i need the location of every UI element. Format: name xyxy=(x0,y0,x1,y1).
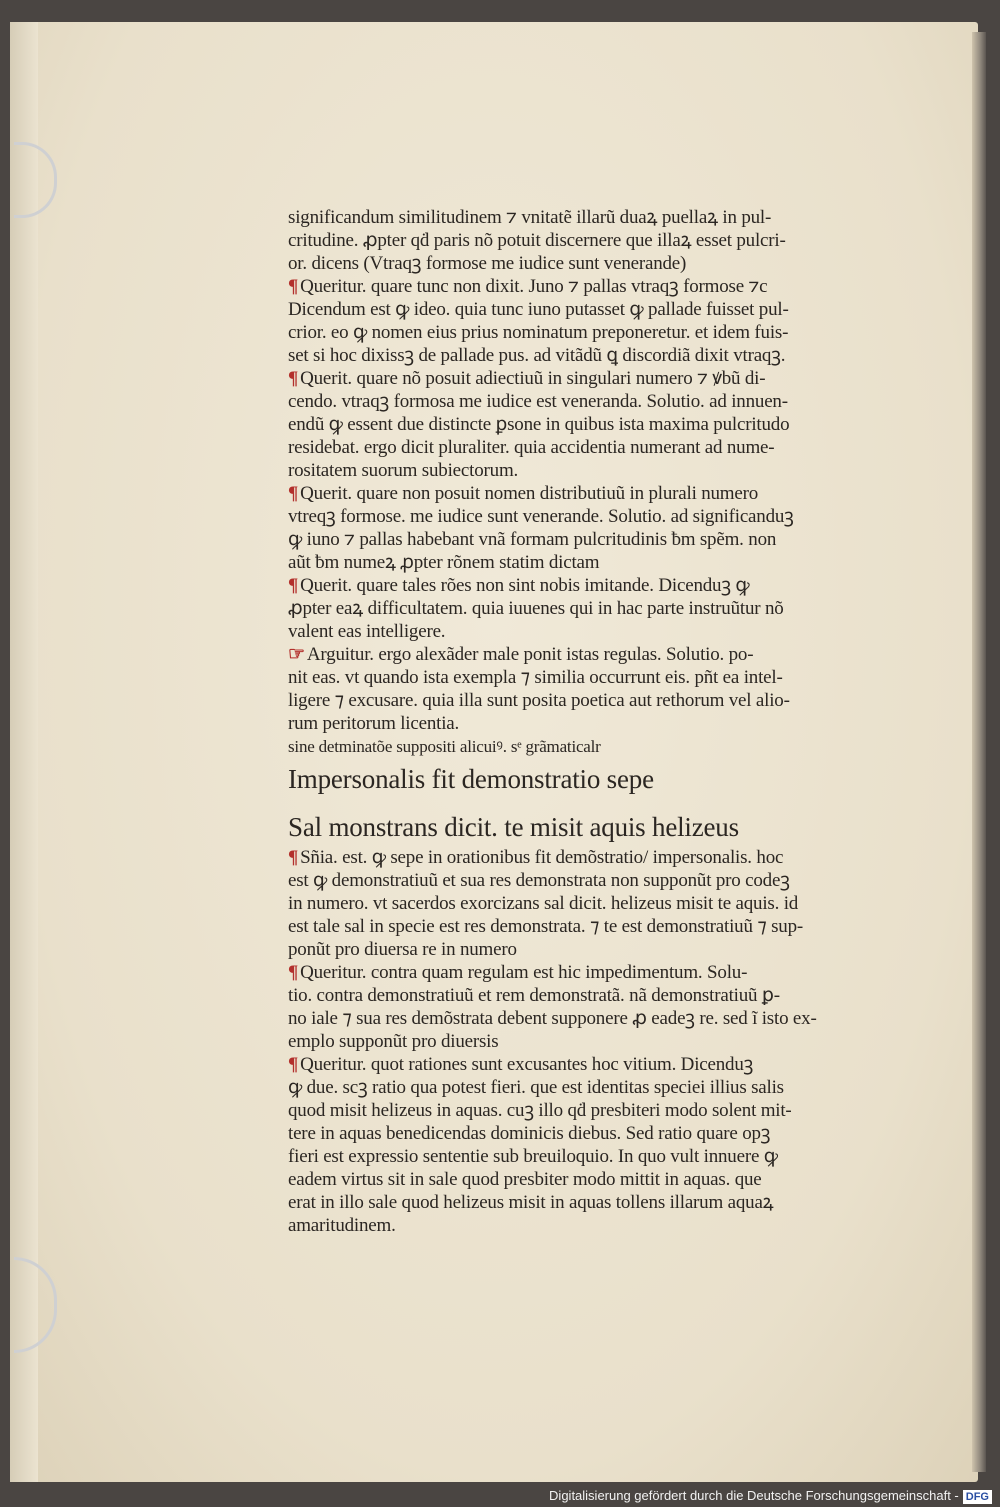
text-line xyxy=(288,1168,898,1191)
paragraph-mark: ¶ xyxy=(288,368,299,389)
line-text: amaritudinem. xyxy=(288,1215,396,1236)
text-line xyxy=(288,643,898,666)
line-text: residebat. ergo dicit pluraliter. quia accidentia numerant ad nume- xyxy=(288,437,775,458)
paragraph-mark: ¶ xyxy=(288,483,299,504)
line-text: Dicendum est ꝙ ideo. quia tunc iuno putasset ꝙ pallade fuisset pul- xyxy=(288,299,789,320)
paragraph-mark: ¶ xyxy=(288,575,299,596)
text-line xyxy=(288,689,898,712)
line-text: tio. contra demonstratiuũ et rem demonstratã. nã demonstratiuũ ꝑ- xyxy=(288,985,780,1006)
text-line xyxy=(288,892,898,915)
text-line xyxy=(288,1214,898,1237)
line-text: valent eas intelligere. xyxy=(288,621,446,642)
line-text: rositatem suorum subiectorum. xyxy=(288,460,519,481)
text-line xyxy=(288,413,898,436)
paragraph-mark: ¶ xyxy=(288,1054,299,1075)
text-line xyxy=(288,1145,898,1168)
text-line xyxy=(288,574,898,597)
text-line xyxy=(288,666,898,689)
line-text: eadem virtus sit in sale quod presbiter modo mittit in aquas. que xyxy=(288,1169,762,1190)
line-text: nit eas. vt quando ista exempla ⁊ similia occurrunt eis. pñt ea intel- xyxy=(288,667,783,688)
text-line xyxy=(288,1007,898,1030)
paragraph-mark: ¶ xyxy=(288,847,299,868)
verse-heading-1: Impersonalis fit demonstratio sepe xyxy=(288,764,654,794)
line-text: Queritur. quare tunc non dixit. Juno ⁊ pallas vtraqꝫ formose ⁊c xyxy=(300,276,768,297)
paragraph-mark: ☞ xyxy=(288,644,305,665)
text-line xyxy=(288,275,898,298)
line-text: est ꝙ demonstratiuũ et sua res demonstrata non supponũt pro codeꝫ xyxy=(288,870,790,891)
text-line xyxy=(288,344,898,367)
text-line xyxy=(288,869,898,892)
line-text: Querit. quare non posuit nomen distributiuũ in plurali numero xyxy=(300,483,759,504)
text-line xyxy=(288,229,898,252)
line-text: emplo supponũt pro diuersis xyxy=(288,1031,499,1052)
verse-heading-2: Sal monstrans dicit. te misit aquis helizeus xyxy=(288,812,739,842)
line-text: or. dicens (Vtraqꝫ formose me iudice sunt venerande) xyxy=(288,253,687,274)
line-text: aũt ƀm numeꝝ ꝓpter rõnem statim dictam xyxy=(288,552,600,573)
line-text: est tale sal in specie est res demonstrata. ⁊ te est demonstratiuũ ⁊ sup- xyxy=(288,916,804,937)
text-line xyxy=(288,482,898,505)
line-text: Queritur. contra quam regulam est hic impedimentum. Solu- xyxy=(300,962,748,983)
text-line xyxy=(288,252,898,275)
text-line xyxy=(288,915,898,938)
page-clip-top xyxy=(14,142,57,218)
text-line xyxy=(288,846,898,869)
text-line xyxy=(288,367,898,390)
text-line xyxy=(288,528,898,551)
commentary-section-1 xyxy=(288,206,898,735)
line-text: ponũt pro diuersa re in numero xyxy=(288,939,517,960)
text-line xyxy=(288,206,898,229)
text-line xyxy=(288,984,898,1007)
line-text: ꝙ iuno ⁊ pallas habebant vnã formam pulcritudinis ƀm spẽm. non xyxy=(288,529,777,550)
line-text: erat in illo sale quod helizeus misit in aquas tollens illarum aquaꝝ xyxy=(288,1192,774,1213)
commentary-section-2 xyxy=(288,846,898,1237)
text-line xyxy=(288,620,898,643)
text-block xyxy=(288,206,898,1237)
dfg-logo: DFG xyxy=(963,1490,992,1504)
text-line xyxy=(288,597,898,620)
line-text: Queritur. quot rationes sunt excusantes hoc vitium. Dicenduꝫ xyxy=(300,1054,754,1075)
text-line xyxy=(288,1076,898,1099)
line-text: Arguitur. ergo alexãder male ponit istas regulas. Solutio. po- xyxy=(306,644,754,665)
line-text: vtreqꝫ formose. me iudice sunt venerande. Solutio. ad significanduꝫ xyxy=(288,506,794,527)
text-line xyxy=(288,1191,898,1214)
line-text: cendo. vtraqꝫ formosa me iudice est veneranda. Solutio. ad innuen- xyxy=(288,391,788,412)
line-text: quod misit helizeus in aquas. cuꝫ illo qḋ presbiteri modo solent mit- xyxy=(288,1100,792,1121)
line-text: ligere ⁊ excusare. quia illa sunt posita poetica aut rethorum vel alio- xyxy=(288,690,790,711)
text-line xyxy=(288,551,898,574)
page-edge xyxy=(972,32,986,1472)
funding-note: Digitalisierung gefördert durch die Deutsche Forschungsgemeinschaft - xyxy=(549,1488,959,1503)
line-text: significandum similitudinem ⁊ vnitatẽ illarũ duaꝝ puellaꝝ in pul- xyxy=(288,207,772,228)
text-line xyxy=(288,321,898,344)
line-text: rum peritorum licentia. xyxy=(288,713,460,734)
line-text: set si hoc dixissꝫ de pallade pus. ad vitãdũ ꝗ discordiã dixit vtraqꝫ. xyxy=(288,345,786,366)
line-text: Sñia. est. ꝙ sepe in orationibus fit demõstratio/ impersonalis. hoc xyxy=(300,847,784,868)
text-line xyxy=(288,298,898,321)
text-line xyxy=(288,961,898,984)
text-line xyxy=(288,1030,898,1053)
book-page xyxy=(10,22,978,1482)
line-text: ꝙ due. scꝫ ratio qua potest fieri. que est identitas speciei illius salis xyxy=(288,1077,784,1098)
text-line xyxy=(288,459,898,482)
paragraph-mark: ¶ xyxy=(288,962,299,983)
line-text: no iale ⁊ sua res demõstrata debent supponere ꝓ eadeꝫ re. sed ĩ isto ex- xyxy=(288,1008,817,1029)
footer-bar xyxy=(0,1485,1000,1507)
text-line xyxy=(288,436,898,459)
interlinear-gloss: sine detminatõe suppositi alicuiꝰ. sᵉ grãmaticalr xyxy=(288,737,601,756)
page-clip-bottom xyxy=(14,1257,57,1353)
text-line xyxy=(288,1122,898,1145)
line-text: Querit. quare tales rões non sint nobis imitande. Dicenduꝫ ꝙ xyxy=(300,575,750,596)
line-text: endũ ꝙ essent due distincte ꝑsone in quibus ista maxima pulcritudo xyxy=(288,414,790,435)
text-line xyxy=(288,390,898,413)
line-text: in numero. vt sacerdos exorcizans sal dicit. helizeus misit te aquis. id xyxy=(288,893,799,914)
paragraph-mark: ¶ xyxy=(288,276,299,297)
text-line xyxy=(288,712,898,735)
text-line xyxy=(288,1099,898,1122)
text-line xyxy=(288,1053,898,1076)
text-line xyxy=(288,505,898,528)
line-text: critudine. ꝓpter qḋ paris nõ potuit discernere que illaꝝ esset pulcri- xyxy=(288,230,786,251)
line-text: Querit. quare nõ posuit adiectiuũ in singulari numero ⁊ ꝟbũ di- xyxy=(300,368,766,389)
line-text: fieri est expressio sententie sub breuiloquio. In quo vult innuere ꝙ xyxy=(288,1146,778,1167)
line-text: tere in aquas benedicendas dominicis diebus. Sed ratio quare opꝫ xyxy=(288,1123,771,1144)
line-text: crior. eo ꝙ nomen eius prius nominatum preponeretur. et idem fuis- xyxy=(288,322,789,343)
text-line xyxy=(288,938,898,961)
line-text: ꝓpter eaꝝ difficultatem. quia iuuenes qui in hac parte instruũtur nõ xyxy=(288,598,784,619)
